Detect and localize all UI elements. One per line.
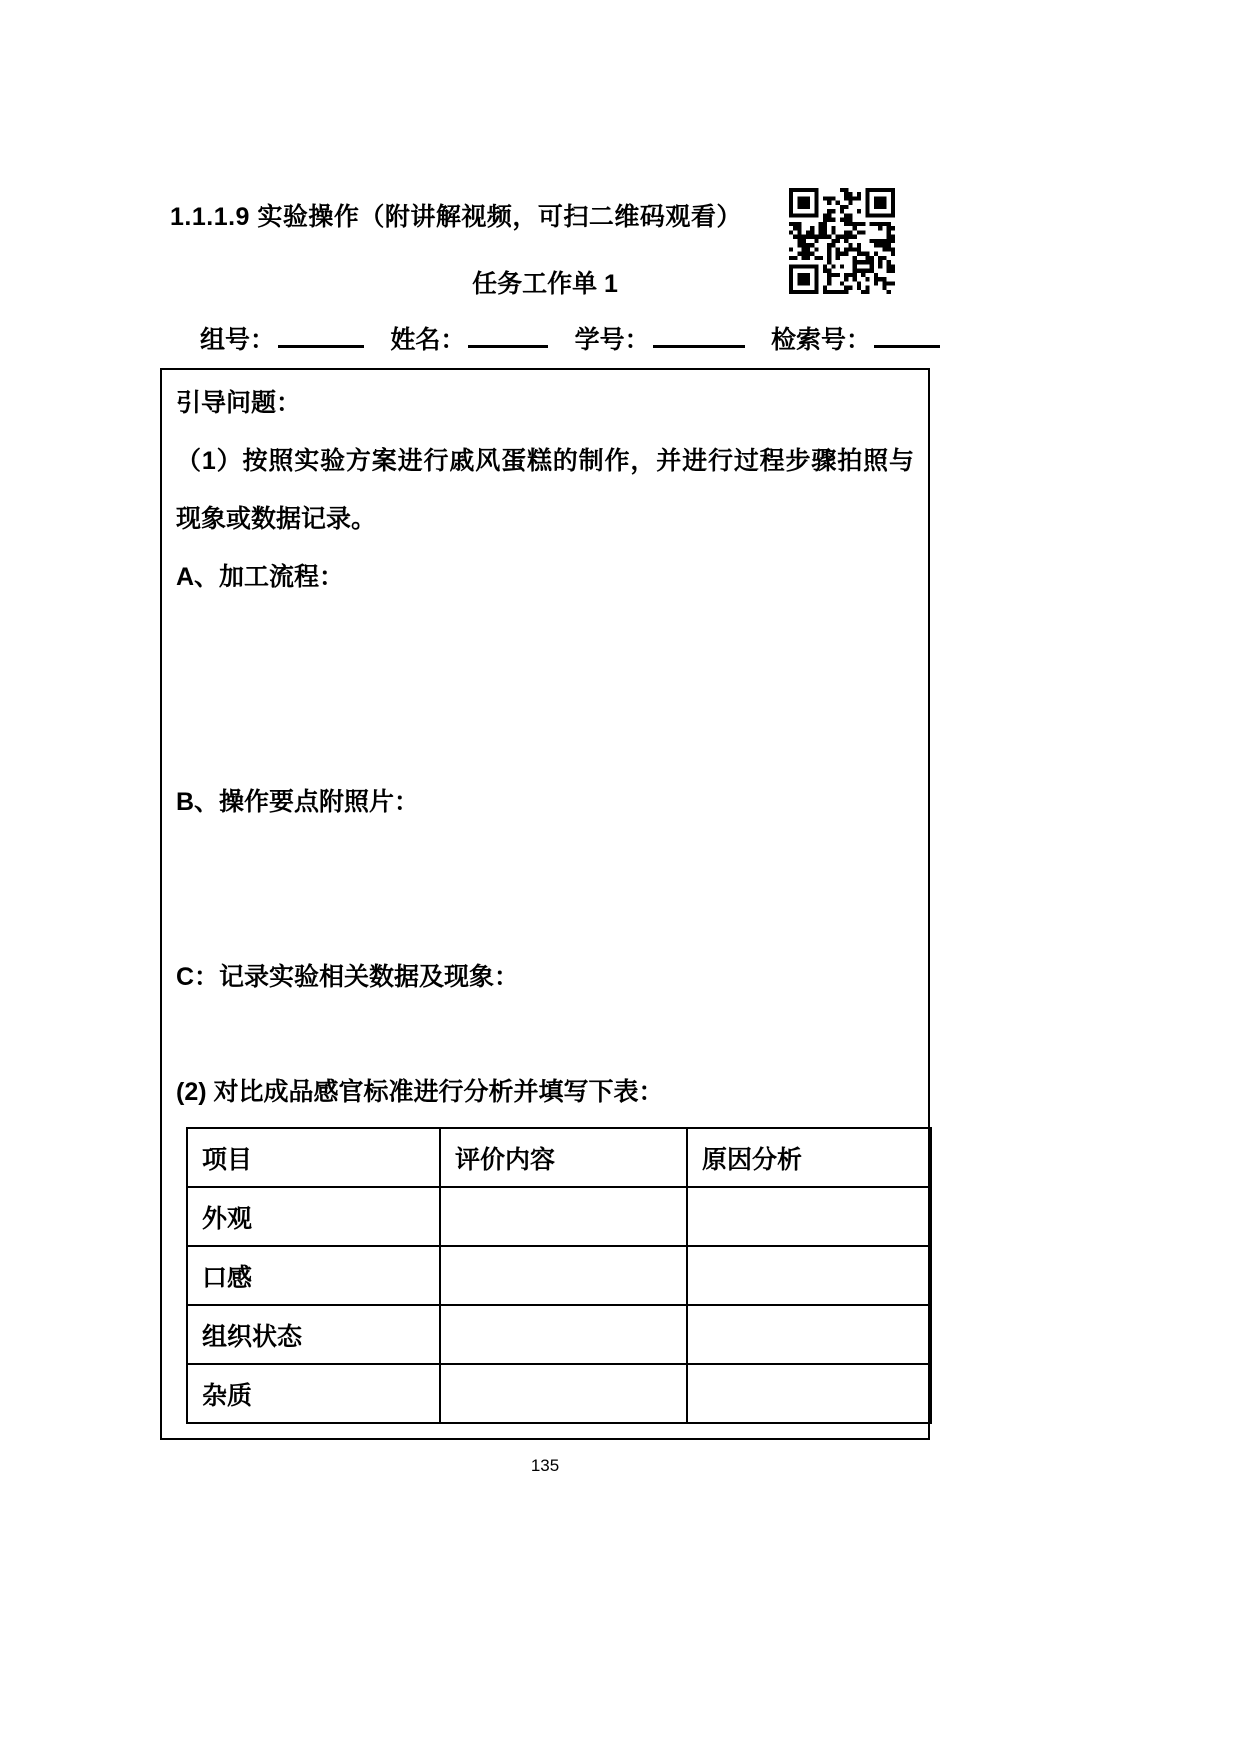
section-title: 1.1.1.9 实验操作（附讲解视频，可扫二维码观看） <box>170 203 742 231</box>
evaluation-table <box>186 1127 932 1424</box>
index-number-blank-line <box>874 321 940 348</box>
form-field-student-id <box>575 320 745 356</box>
form-row <box>200 320 940 356</box>
row-label-cell: 组织状态 <box>187 1305 440 1364</box>
row-label-cell: 外观 <box>187 1187 440 1246</box>
student-id-label: 学号： <box>574 326 650 354</box>
header-cell-item: 项目 <box>187 1128 440 1187</box>
question-1: （1）按照实验方案进行戚风蛋糕的制作，并进行过程步骤拍照与现象或数据记录。 <box>176 447 914 533</box>
table-row-appearance <box>187 1187 931 1246</box>
guide-questions-label: 引导问题： <box>176 389 302 417</box>
header-cell-analysis: 原因分析 <box>687 1128 931 1187</box>
name-label: 姓名： <box>390 326 466 354</box>
form-field-index-number <box>771 320 940 356</box>
item-c-record-data: C：记录实验相关数据及现象： <box>176 963 520 991</box>
evaluation-cell <box>440 1305 687 1364</box>
student-id-blank-line <box>653 321 745 348</box>
group-number-label: 组号： <box>200 326 276 354</box>
table-row-texture <box>187 1305 931 1364</box>
analysis-cell <box>687 1364 931 1423</box>
header-cell-evaluation: 评价内容 <box>440 1128 687 1187</box>
table-header-row <box>187 1128 931 1187</box>
table-row-taste <box>187 1246 931 1305</box>
analysis-cell <box>687 1187 931 1246</box>
index-number-label: 检索号： <box>770 326 871 354</box>
form-field-group-number <box>200 320 364 356</box>
name-blank-line <box>468 321 548 348</box>
page-number: 135 <box>530 1456 560 1475</box>
item-a-process-flow: A、加工流程： <box>176 563 345 591</box>
group-number-blank-line <box>278 321 364 348</box>
form-field-name <box>390 320 548 356</box>
evaluation-cell <box>440 1246 687 1305</box>
analysis-cell <box>687 1246 931 1305</box>
row-label-cell: 口感 <box>187 1246 440 1305</box>
analysis-cell <box>687 1305 931 1364</box>
evaluation-cell <box>440 1187 687 1246</box>
evaluation-cell <box>440 1364 687 1423</box>
worksheet-title: 任务工作单 1 <box>472 270 618 298</box>
item-b-key-points-photos: B、操作要点附照片： <box>176 788 420 816</box>
row-label-cell: 杂质 <box>187 1364 440 1423</box>
table-row-impurities <box>187 1364 931 1423</box>
question-2: (2) 对比成品感官标准进行分析并填写下表： <box>176 1078 664 1106</box>
guide-questions-box <box>160 368 930 1440</box>
